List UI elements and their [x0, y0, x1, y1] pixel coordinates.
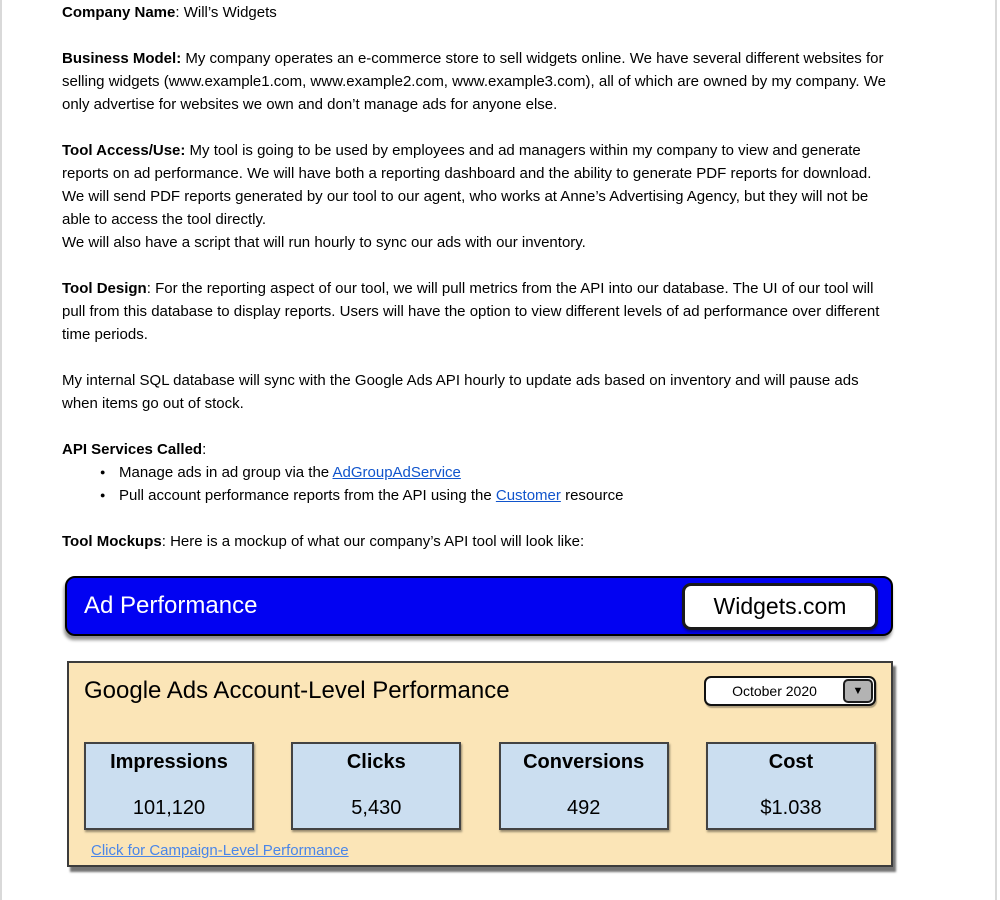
list-item-customer — [62, 484, 886, 507]
metric-value: 101,120 — [132, 797, 206, 819]
metric-cards-row — [84, 742, 876, 830]
metric-card-cost — [706, 742, 876, 830]
campaign-level-link[interactable]: Click for Campaign-Level Performance — [91, 842, 349, 859]
metric-value: 492 — [566, 797, 601, 819]
bullet2-text: Pull account performance reports from the API using the — [119, 487, 496, 504]
metric-label: Impressions — [110, 751, 228, 773]
account-performance-panel — [67, 661, 893, 867]
month-dropdown-value: October 2020 — [732, 683, 817, 699]
mockup-app-bar — [65, 576, 893, 636]
api-services-colon: : — [202, 441, 207, 458]
widgets-site-button[interactable]: Widgets.com — [682, 583, 878, 630]
metric-card-clicks — [291, 742, 461, 830]
tool-design-label: Tool Design — [62, 280, 147, 297]
business-model-text: My company operates an e-commerce store to sell widgets online. We have several different websites for selling widgets (www.example1.com, www.example2.com, www.example3.com), all of which are owned by my company. We only advertise for websites we own and don’t manage ads for anyone else. — [62, 50, 886, 113]
tool-access-text: My tool is going to be used by employees and ad managers within my company to view and generate reports on ad performance. We will have both a reporting dashboard and the ability to generate PDF reports for download. We will send PDF reports generated by our tool to our agent, who works at Anne’s Advertising Agency, but they will not be able to access the tool directly. — [62, 142, 872, 228]
metric-card-impressions — [84, 742, 254, 830]
tool-design-text: : For the reporting aspect of our tool, we will pull metrics from the API into our database. The UI of our tool will pull from this database to display reports. Users will have the option to view different levels of ad performance over different time periods. — [62, 280, 880, 343]
tool-design-paragraph — [62, 277, 886, 346]
business-model-label: Business Model: — [62, 50, 182, 67]
company-name-value: : Will’s Widgets — [175, 4, 277, 21]
list-item-adgroupadservice — [62, 461, 886, 484]
document-content — [2, 0, 886, 867]
tool-mockups-line — [62, 530, 886, 553]
tool-access-paragraph — [62, 139, 886, 254]
customer-link[interactable]: Customer — [495, 487, 561, 504]
metric-label: Cost — [768, 751, 814, 773]
bullet2-suffix: resource — [560, 487, 624, 504]
mockup-app-title: Ad Performance — [84, 592, 258, 619]
metric-label: Clicks — [346, 751, 406, 773]
api-services-heading — [62, 438, 886, 461]
api-services-label: API Services Called — [62, 441, 203, 458]
tool-access-text2: We will also have a script that will run hourly to sync our ads with our inventory. — [62, 234, 586, 251]
adgroupadservice-link[interactable]: AdGroupAdService — [332, 464, 461, 481]
bullet1-text: Manage ads in ad group via the — [119, 464, 333, 481]
api-services-list — [62, 461, 886, 507]
metric-card-conversions — [499, 742, 669, 830]
panel-title: Google Ads Account-Level Performance — [84, 677, 510, 704]
metric-value: $1.038 — [760, 797, 822, 819]
panel-header-row — [84, 676, 876, 706]
metric-label: Conversions — [523, 751, 645, 773]
sql-sync-paragraph — [62, 369, 886, 415]
sql-sync-text: My internal SQL database will sync with the Google Ads API hourly to update ads based on inventory and will pause ads when items go out of stock. — [62, 372, 859, 412]
tool-mockups-text: : Here is a mockup of what our company’s API tool will look like: — [161, 533, 585, 550]
chevron-down-icon[interactable]: ▼ — [843, 679, 873, 703]
tool-access-label: Tool Access/Use: — [62, 142, 186, 159]
metric-value: 5,430 — [351, 797, 402, 819]
tool-mockups-label: Tool Mockups — [62, 533, 162, 550]
company-name-line — [62, 1, 886, 24]
month-dropdown[interactable] — [704, 676, 876, 706]
business-model-paragraph — [62, 47, 886, 116]
company-name-label: Company Name — [62, 4, 176, 21]
